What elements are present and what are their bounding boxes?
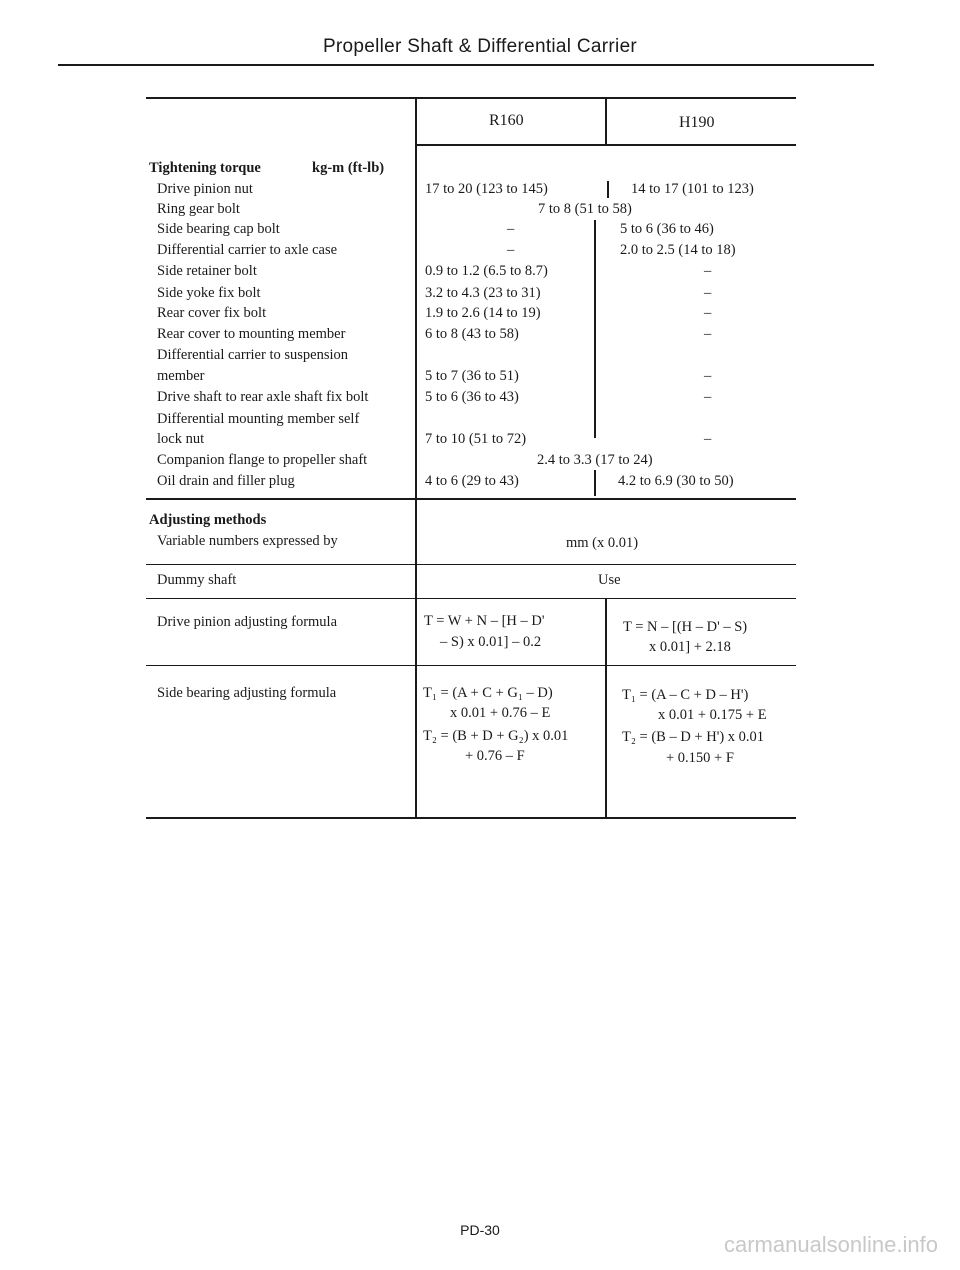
side-bearing-formula-h190-line1: T₁ = (A – C + D – H') (622, 687, 749, 703)
row-label-rear-cover-to-mounting: Rear cover to mounting member (157, 326, 346, 342)
side-bearing-formula-label: Side bearing adjusting formula (157, 685, 337, 701)
label-column-divider (415, 97, 417, 817)
h190-side-retainer-bolt: – (704, 263, 712, 279)
header-rule (58, 64, 874, 66)
r160-rear-cover-to-mounting: 6 to 8 (43 to 58) (425, 326, 519, 342)
page-title: Propeller Shaft & Differential Carrier (322, 36, 638, 57)
h190-drive-pinion-nut: 14 to 17 (101 to 123) (631, 181, 754, 197)
r160-side-yoke-fix-bolt: 3.2 to 4.3 (23 to 31) (425, 285, 541, 301)
row-label-companion-flange: Companion flange to propeller shaft (157, 452, 368, 468)
r160-oil-drain-plug: 4 to 6 (29 to 43) (425, 473, 519, 489)
drive-pinion-formula-label: Drive pinion adjusting formula (157, 614, 338, 630)
r160-h190-divider-oil (594, 470, 596, 496)
variable-bottom-rule (146, 564, 796, 565)
table-top-rule (146, 97, 796, 99)
r160-drive-pinion-nut: 17 to 20 (123 to 145) (425, 181, 548, 197)
row-label-carrier-to-suspension: Differential carrier to suspension (157, 347, 348, 363)
r160-rear-cover-fix-bolt: 1.9 to 2.6 (14 to 19) (425, 305, 541, 321)
both-companion-flange: 2.4 to 3.3 (17 to 24) (537, 452, 653, 468)
row-label-mounting-member-lock-nut-cont: lock nut (157, 431, 205, 447)
row-label-ring-gear-bolt: Ring gear bolt (157, 201, 240, 217)
row-label-side-yoke-fix-bolt: Side yoke fix bolt (157, 285, 261, 301)
row-label-drive-pinion-nut: Drive pinion nut (157, 181, 253, 197)
adjusting-heading: Adjusting methods (149, 512, 267, 528)
h190-oil-drain-plug: 4.2 to 6.9 (30 to 50) (618, 473, 734, 489)
table-bottom-rule (146, 817, 796, 819)
variable-numbers-value: mm (x 0.01) (566, 535, 639, 551)
row-label-side-retainer-bolt: Side retainer bolt (157, 263, 257, 279)
dummy-shaft-label: Dummy shaft (157, 572, 237, 588)
side-bearing-formula-r160-line1: T₁ = (A + C + G₁ – D) (423, 685, 553, 701)
drive-pinion-formula-h190-line1: T = N – [(H – D' – S) (623, 619, 748, 635)
side-bearing-formula-r160-line4: + 0.76 – F (465, 748, 525, 764)
side-bearing-formula-r160-line2: x 0.01 + 0.76 – E (450, 705, 551, 721)
both-ring-gear-bolt: 7 to 8 (51 to 58) (538, 201, 632, 217)
h190-carrier-to-axle-case: 2.0 to 2.5 (14 to 18) (620, 242, 736, 258)
dummy-bottom-rule (146, 598, 796, 599)
h190-carrier-to-suspension: – (704, 368, 712, 384)
r160-drive-shaft-fix-bolt: 5 to 6 (36 to 43) (425, 389, 519, 405)
dummy-shaft-value: Use (598, 572, 621, 588)
h190-mounting-member-lock-nut: – (704, 431, 712, 447)
row-label-carrier-to-suspension-cont: member (157, 368, 205, 384)
row-label-drive-shaft-fix-bolt: Drive shaft to rear axle shaft fix bolt (157, 389, 369, 405)
side-bearing-formula-h190-line3: T₂ = (B – D + H') x 0.01 (622, 729, 765, 745)
r160-side-bearing-cap-bolt: – (507, 221, 515, 237)
drive-pinion-formula-r160-line1: T = W + N – [H – D' (424, 613, 545, 629)
row-label-oil-drain-plug: Oil drain and filler plug (157, 473, 295, 489)
torque-bottom-rule (146, 498, 796, 500)
row-label-carrier-to-axle-case: Differential carrier to axle case (157, 242, 338, 258)
r160-carrier-to-axle-case: – (507, 242, 515, 258)
h190-rear-cover-fix-bolt: – (704, 305, 712, 321)
side-bearing-formula-r160-line3: T₂ = (B + D + G₂) x 0.01 (423, 728, 569, 744)
h190-drive-shaft-fix-bolt: – (704, 389, 712, 405)
r160-side-retainer-bolt: 0.9 to 1.2 (6.5 to 8.7) (425, 263, 548, 279)
row-label-side-bearing-cap-bolt: Side bearing cap bolt (157, 221, 280, 237)
h190-rear-cover-to-mounting: – (704, 326, 712, 342)
r160-h190-divider-side-cap (594, 220, 596, 438)
side-bearing-formula-h190-line4: + 0.150 + F (666, 750, 734, 766)
pinion-bottom-rule (146, 665, 796, 666)
side-bearing-formula-h190-line2: x 0.01 + 0.175 + E (658, 707, 767, 723)
r160-h190-divider-pinion (607, 181, 609, 198)
torque-heading: Tightening torque (149, 160, 261, 176)
h190-side-yoke-fix-bolt: – (704, 285, 712, 301)
row-label-mounting-member-lock-nut: Differential mounting member self (157, 411, 360, 427)
r160-mounting-member-lock-nut: 7 to 10 (51 to 72) (425, 431, 527, 447)
torque-unit: kg-m (ft-lb) (312, 160, 385, 176)
h190-side-bearing-cap-bolt: 5 to 6 (36 to 46) (620, 221, 714, 237)
column-header-h190: H190 (679, 114, 715, 131)
drive-pinion-formula-h190-line2: x 0.01] + 2.18 (649, 639, 731, 655)
column-header-r160: R160 (489, 112, 524, 129)
r160-h190-divider-header (605, 97, 607, 145)
row-label-rear-cover-fix-bolt: Rear cover fix bolt (157, 305, 267, 321)
drive-pinion-formula-r160-line2: – S) x 0.01] – 0.2 (440, 634, 542, 650)
watermark: carmanualsonline.info (723, 1232, 938, 1257)
r160-h190-divider-formulas (605, 598, 607, 818)
r160-carrier-to-suspension: 5 to 7 (36 to 51) (425, 368, 519, 384)
page-number: PD-30 (460, 1222, 500, 1238)
variable-numbers-label: Variable numbers expressed by (157, 533, 338, 549)
